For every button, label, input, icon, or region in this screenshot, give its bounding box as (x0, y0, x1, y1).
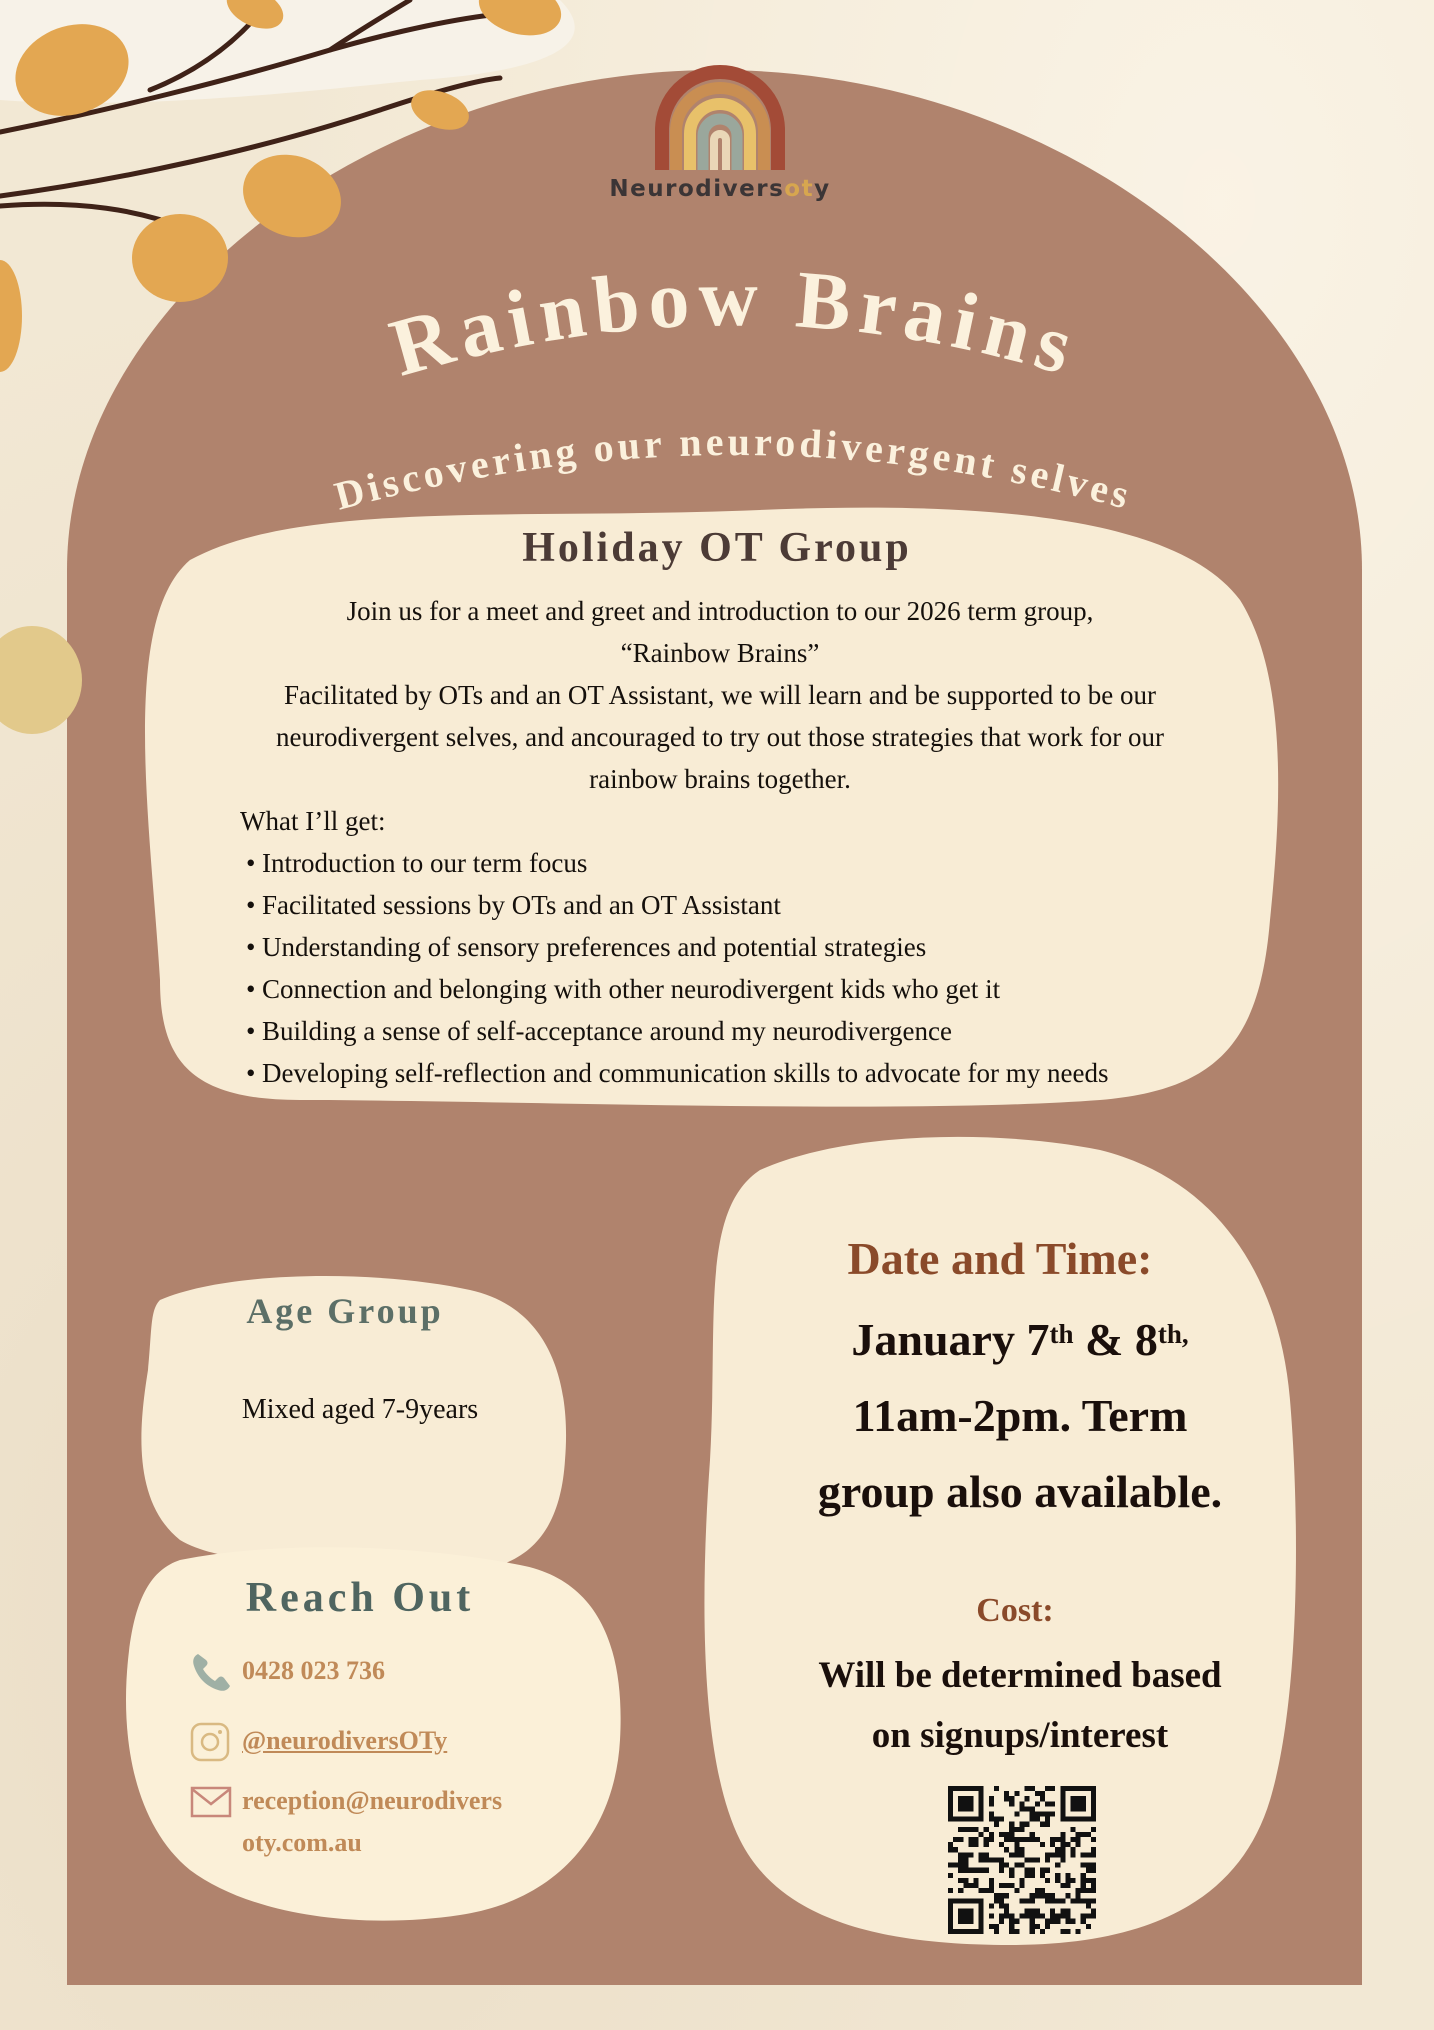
phone-row[interactable] (190, 1650, 385, 1694)
cost-line-1: Will be determined based (818, 1655, 1222, 1696)
benefits-list (240, 800, 1240, 1094)
list-item: • Connection and belonging with other neurodivergent kids who get it (240, 968, 1240, 1010)
qr-code-icon[interactable] (948, 1786, 1096, 1934)
instagram-icon (190, 1720, 242, 1764)
bullet: • (246, 1058, 256, 1088)
bullet: • (246, 890, 256, 920)
intro-line: neurodivergent selves, and ancouraged to try out those strategies that work for our (276, 722, 1164, 752)
list-item: • Developing self-reflection and communication skills to advocate for my needs (240, 1052, 1240, 1094)
age-group-title: Age Group (246, 1291, 444, 1331)
bullet: • (246, 848, 256, 878)
cost-title: Cost: (976, 1592, 1054, 1629)
cost-line-2: on signups/interest (871, 1715, 1169, 1756)
list-item: • Building a sense of self-acceptance around my neurodivergence (240, 1010, 1240, 1052)
subtitle: Discovering our neurodivergent selves (329, 418, 1138, 519)
mail-icon (190, 1780, 242, 1824)
instagram-handle[interactable]: @neurodiversOTy (242, 1726, 448, 1755)
intro-line: “Rainbow Brains” (620, 638, 820, 668)
email-line-1[interactable]: reception@neurodivers (242, 1786, 503, 1815)
date-time-title: Date and Time: (847, 1233, 1153, 1284)
intro-line: Join us for a meet and greet and introduction to our 2026 term group, (346, 596, 1094, 626)
phone-number: 0428 023 736 (242, 1656, 385, 1685)
list-item: • Facilitated sessions by OTs and an OT Assistant (240, 884, 1240, 926)
bullet: • (246, 1016, 256, 1046)
holiday-title: Holiday OT Group (522, 525, 912, 571)
email-row[interactable] (190, 1780, 502, 1864)
list-item: • Understanding of sensory preferences and potential strategies (240, 926, 1240, 968)
list-item: • Introduction to our term focus (240, 842, 1240, 884)
date-line-3: group also available. (817, 1466, 1223, 1517)
date-time-body (740, 1302, 1300, 1530)
logo-wordmark: Neurodiversoty (609, 176, 831, 202)
cost-body (780, 1646, 1260, 1766)
main-title: Rainbow Brains (380, 251, 1090, 394)
date-line-1: January 7th & $8^{th,}$ (851, 1314, 1189, 1365)
list-heading: What I’ll get: (240, 806, 386, 836)
email-line-2[interactable]: oty.com.au (242, 1828, 362, 1857)
instagram-row[interactable] (190, 1720, 447, 1764)
phone-icon (190, 1650, 242, 1694)
age-group-value: Mixed aged 7-9years (241, 1394, 479, 1425)
bullet: • (246, 932, 256, 962)
date-line-2: 11am-2pm. Term (852, 1390, 1188, 1441)
reach-out-title: Reach Out (245, 1575, 475, 1621)
bullet: • (246, 974, 256, 1004)
intro-line: Facilitated by OTs and an OT Assistant, we will learn and be supported to be our (284, 680, 1156, 710)
intro-line: rainbow brains together. (589, 764, 851, 794)
